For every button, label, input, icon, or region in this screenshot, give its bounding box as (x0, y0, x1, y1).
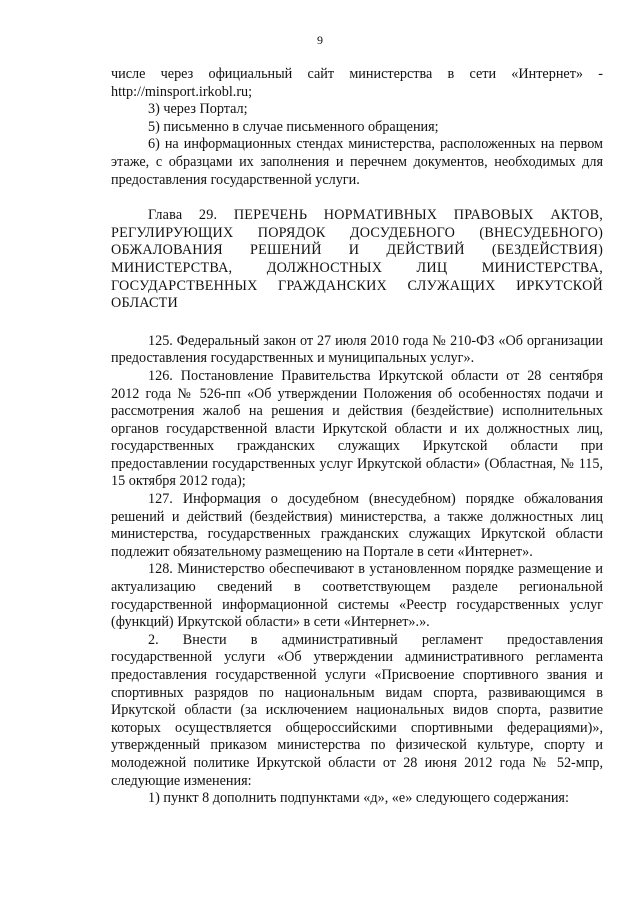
paragraph-list-item: 6) на информационных стендах министерства, расположенных на первом этаже, с образцами их заполнения и перечнем документов, необходимых для предоставления государственной услуги. (111, 136, 603, 188)
page-number: 9 (317, 33, 323, 47)
paragraph-list-item: 3) через Портал; (148, 101, 248, 118)
numbered-item-2: 2. Внести в административный регламент предоставления государственной услуги «Об утверждении административного регламента предоставления государственной услуги «Присвоение спортивного звания и спортивных разрядов по национальным видам спорта, развивающимся в Иркутской области (за исключением национальных видов спорта, развитие которых осуществляется общероссийскими спортивными федерациями)», утвержденный приказом министерства по физической культуре, спорту и молодежной политике Иркутской области от 28 июня 2012 года № 52-мпр, следующие изменения: (111, 631, 603, 789)
numbered-item-126: 126. Постановление Правительства Иркутской области от 28 сентября 2012 года № 526-пп «Об утверждении Положения об особенностях подачи и рассмотрения жалоб на решения и действия (бездействие) исполнительных органов государственной власти Иркутской области и их должностных лиц, государственных гражданских служащих Иркутской области при предоставлении государственных услуг Иркутской области» (Областная, № 115, 15 октября 2012 года); (111, 367, 603, 490)
chapter-heading: Глава 29. ПЕРЕЧЕНЬ НОРМАТИВНЫХ ПРАВОВЫХ АКТОВ, РЕГУЛИРУЮЩИХ ПОРЯДОК ДОСУДЕБНОГО (ВНЕСУДЕБНОГО) ОБЖАЛОВАНИЯ РЕШЕНИЙ И ДЕЙСТВИЙ (БЕЗДЕЙСТВИЯ) МИНИСТЕРСТВА, ДОЛЖНОСТНЫХ ЛИЦ МИНИСТЕРСТВА, ГОСУДАРСТВЕННЫХ ГРАЖДАНСКИХ СЛУЖАЩИХ ИРКУТСКОЙ ОБЛАСТИ (111, 207, 603, 312)
document-body (111, 66, 603, 808)
numbered-item-128: 128. Министерство обеспечивают в установленном порядке размещение и актуализацию сведений в соответствующем разделе региональной государственной информационной системы «Реестр государственных услуг (функций) Иркутской области» в сети «Интернет».». (111, 561, 603, 631)
numbered-item-127: 127. Информация о досудебном (внесудебном) порядке обжалования решений и действий (бездействия) министерства, а также должностных лиц министерства, государственных гражданских служащих Иркутской области подлежит обязательному размещению на Портале в сети «Интернет». (111, 491, 603, 560)
paragraph-continuation: числе через официальный сайт министерства в сети «Интернет» - http://minsport.irkobl.ru; (111, 66, 603, 100)
numbered-item-125: 125. Федеральный закон от 27 июля 2010 года № 210-ФЗ «Об организации предоставления государственных и муниципальных услуг». (111, 332, 603, 367)
subitem-1: 1) пункт 8 дополнить подпунктами «д», «е» следующего содержания: (148, 790, 569, 807)
paragraph-list-item: 5) письменно в случае письменного обращения; (148, 118, 439, 135)
